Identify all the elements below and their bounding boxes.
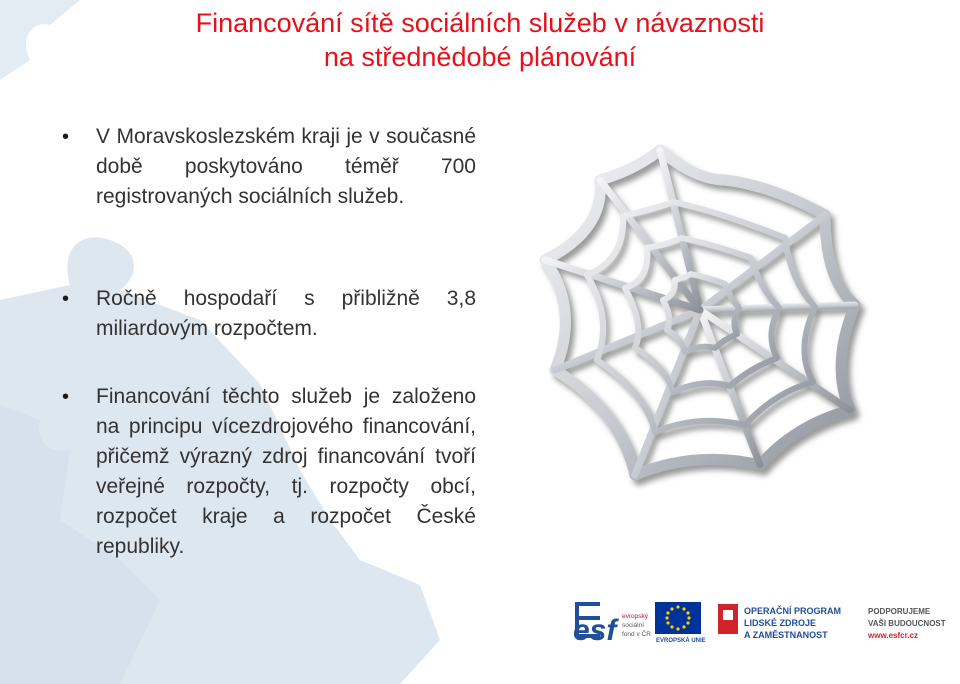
support-url: www.esfcr.cz bbox=[868, 631, 918, 640]
eu-label: EVROPSKÁ UNIE bbox=[656, 638, 706, 644]
esf-label-line-3: fond v ČR bbox=[622, 631, 651, 638]
op-label-line-2: LIDSKÉ ZDROJE bbox=[744, 618, 817, 628]
support-line-1: PODPORUJEME bbox=[868, 607, 931, 616]
esf-label-line-2: sociální bbox=[622, 622, 645, 629]
svg-text:esf: esf bbox=[573, 614, 617, 647]
op-label-line-1: OPERAČNÍ PROGRAM bbox=[744, 606, 842, 616]
bullet-text: V Moravskoslezském kraji je v současné době poskytováno téměř 700 registrovaných sociálních služeb. bbox=[96, 125, 476, 208]
eu-logo bbox=[655, 602, 706, 644]
bullet-text: Financování těchto služeb je založeno na principu vícezdrojového financování, přičemž výrazný zdroj financování tvoří veřejné rozpočty, tj. rozpočty obcí, rozpočet kraje a rozpočet České republiky. bbox=[96, 385, 476, 558]
op-logo bbox=[718, 604, 841, 640]
bullet-text: Ročně hospodaří s přibližně 3,8 miliardovým rozpočtem. bbox=[96, 287, 476, 340]
spider-web-icon bbox=[525, 120, 870, 490]
title-line-2: na střednědobé plánování bbox=[323, 42, 637, 72]
title-line-1: Financování sítě sociálních služeb v návaznosti bbox=[195, 8, 765, 38]
support-line-2: VAŠI BUDOUCNOST bbox=[868, 619, 946, 628]
bullet-dot-icon: • bbox=[62, 288, 70, 310]
esf-label-line-1: evropský bbox=[622, 613, 649, 620]
bullet-dot-icon: • bbox=[62, 126, 70, 148]
page-title bbox=[0, 6, 960, 74]
op-label-line-3: A ZAMĚSTNANOST bbox=[744, 630, 828, 640]
footer-logos bbox=[570, 596, 960, 652]
support-logo bbox=[867, 607, 946, 640]
bullet-dot-icon: • bbox=[62, 386, 70, 408]
esf-logo bbox=[573, 602, 651, 647]
